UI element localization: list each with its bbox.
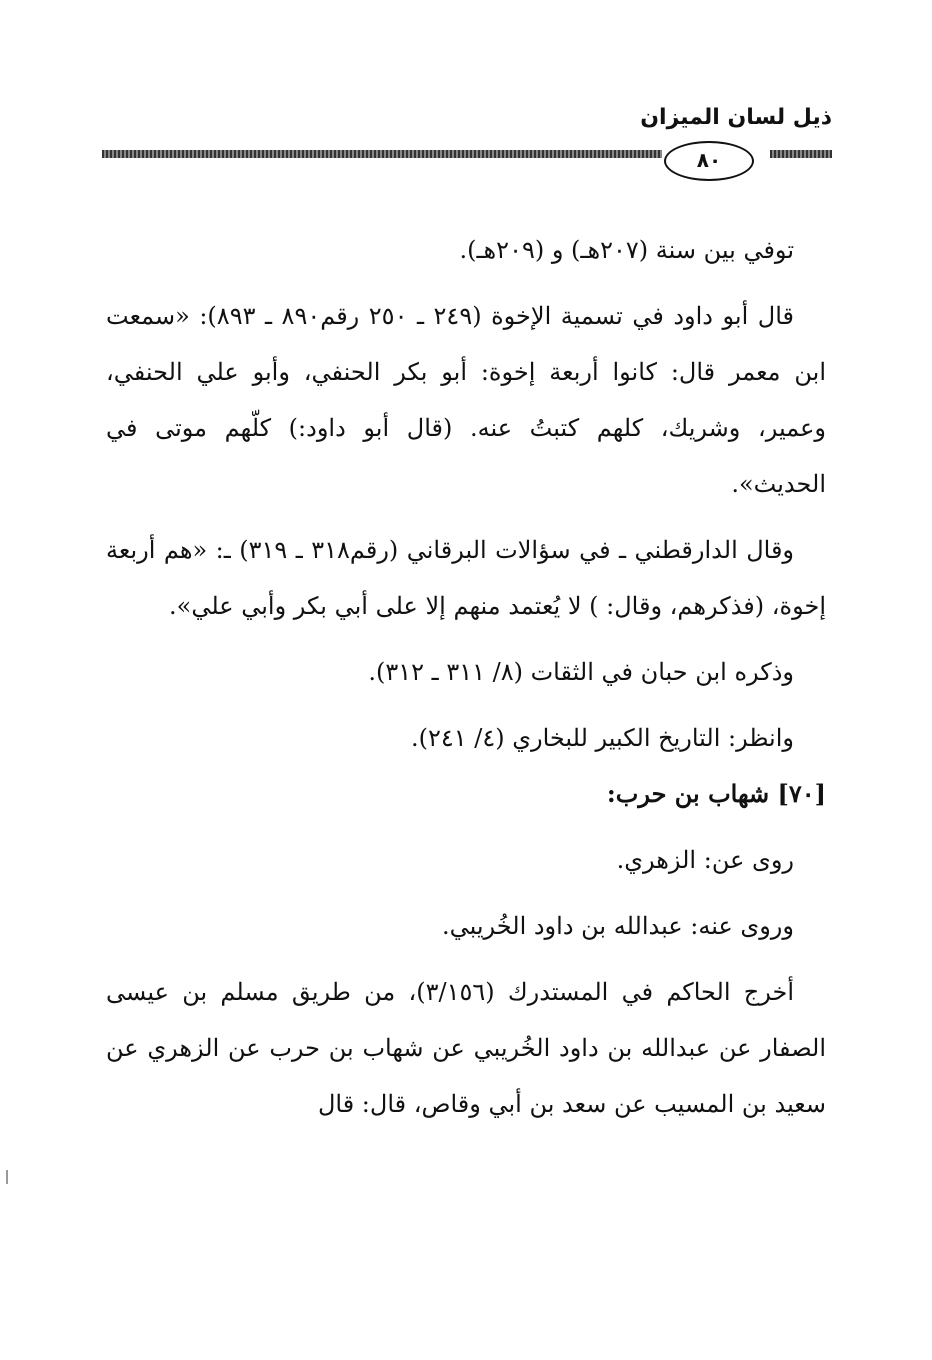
paragraph-ibn-hibban: وذكره ابن حبان في الثقات (٨/ ٣١١ ـ ٣١٢). bbox=[368, 658, 794, 686]
paragraph-hakim: أخرج الحاكم في المستدرك (٣/١٥٦)، من طريق مسلم بن عيسى الصفار عن عبدالله بن داود الخُريبي عن شهاب بن حرب عن الزهري عن سعيد بن المسيب عن سعد بن أبي وقاص، قال: قال bbox=[106, 978, 826, 1118]
paragraph-narrated-by: وروى عنه: عبدالله بن داود الخُريبي. bbox=[441, 912, 794, 940]
paragraph-abu-dawud: قال أبو داود في تسمية الإخوة (٢٤٩ ـ ٢٥٠ رقم٨٩٠ ـ ٨٩٣): «سمعت ابن معمر قال: كانوا أربعة إخوة: أبو بكر الحنفي، وأبو علي الحنفي، وعمير، وشريك، كلهم كتبتُ عنه. (قال أبو داود:) كلّهم موتى في الحديث». bbox=[106, 302, 826, 498]
scan-margin-mark bbox=[6, 1170, 8, 1184]
running-header-title: ذيل لسان الميزان bbox=[640, 105, 832, 130]
header-rule-left bbox=[102, 150, 662, 158]
body-text bbox=[106, 222, 826, 1132]
paragraph-narrated-from: روى عن: الزهري. bbox=[616, 846, 794, 874]
header-rule-right bbox=[770, 150, 832, 158]
paragraph-death-date: توفي بين سنة (٢٠٧هـ) و (٢٠٩هـ). bbox=[459, 236, 794, 264]
page-number: ٨٠ bbox=[664, 141, 754, 181]
paragraph-bukhari-reference: وانظر: التاريخ الكبير للبخاري (٤/ ٢٤١). bbox=[410, 724, 794, 752]
entry-heading: [٧٠] شهاب بن حرب: bbox=[606, 779, 826, 808]
paragraph-daraqutni: وقال الدارقطني ـ في سؤالات البرقاني (رقم٣١٨ ـ ٣١٩) ـ: «هم أربعة إخوة، (فذكرهم، وقال: ) لا يُعتمد منهم إلا على أبي بكر وأبي علي». bbox=[106, 536, 826, 620]
